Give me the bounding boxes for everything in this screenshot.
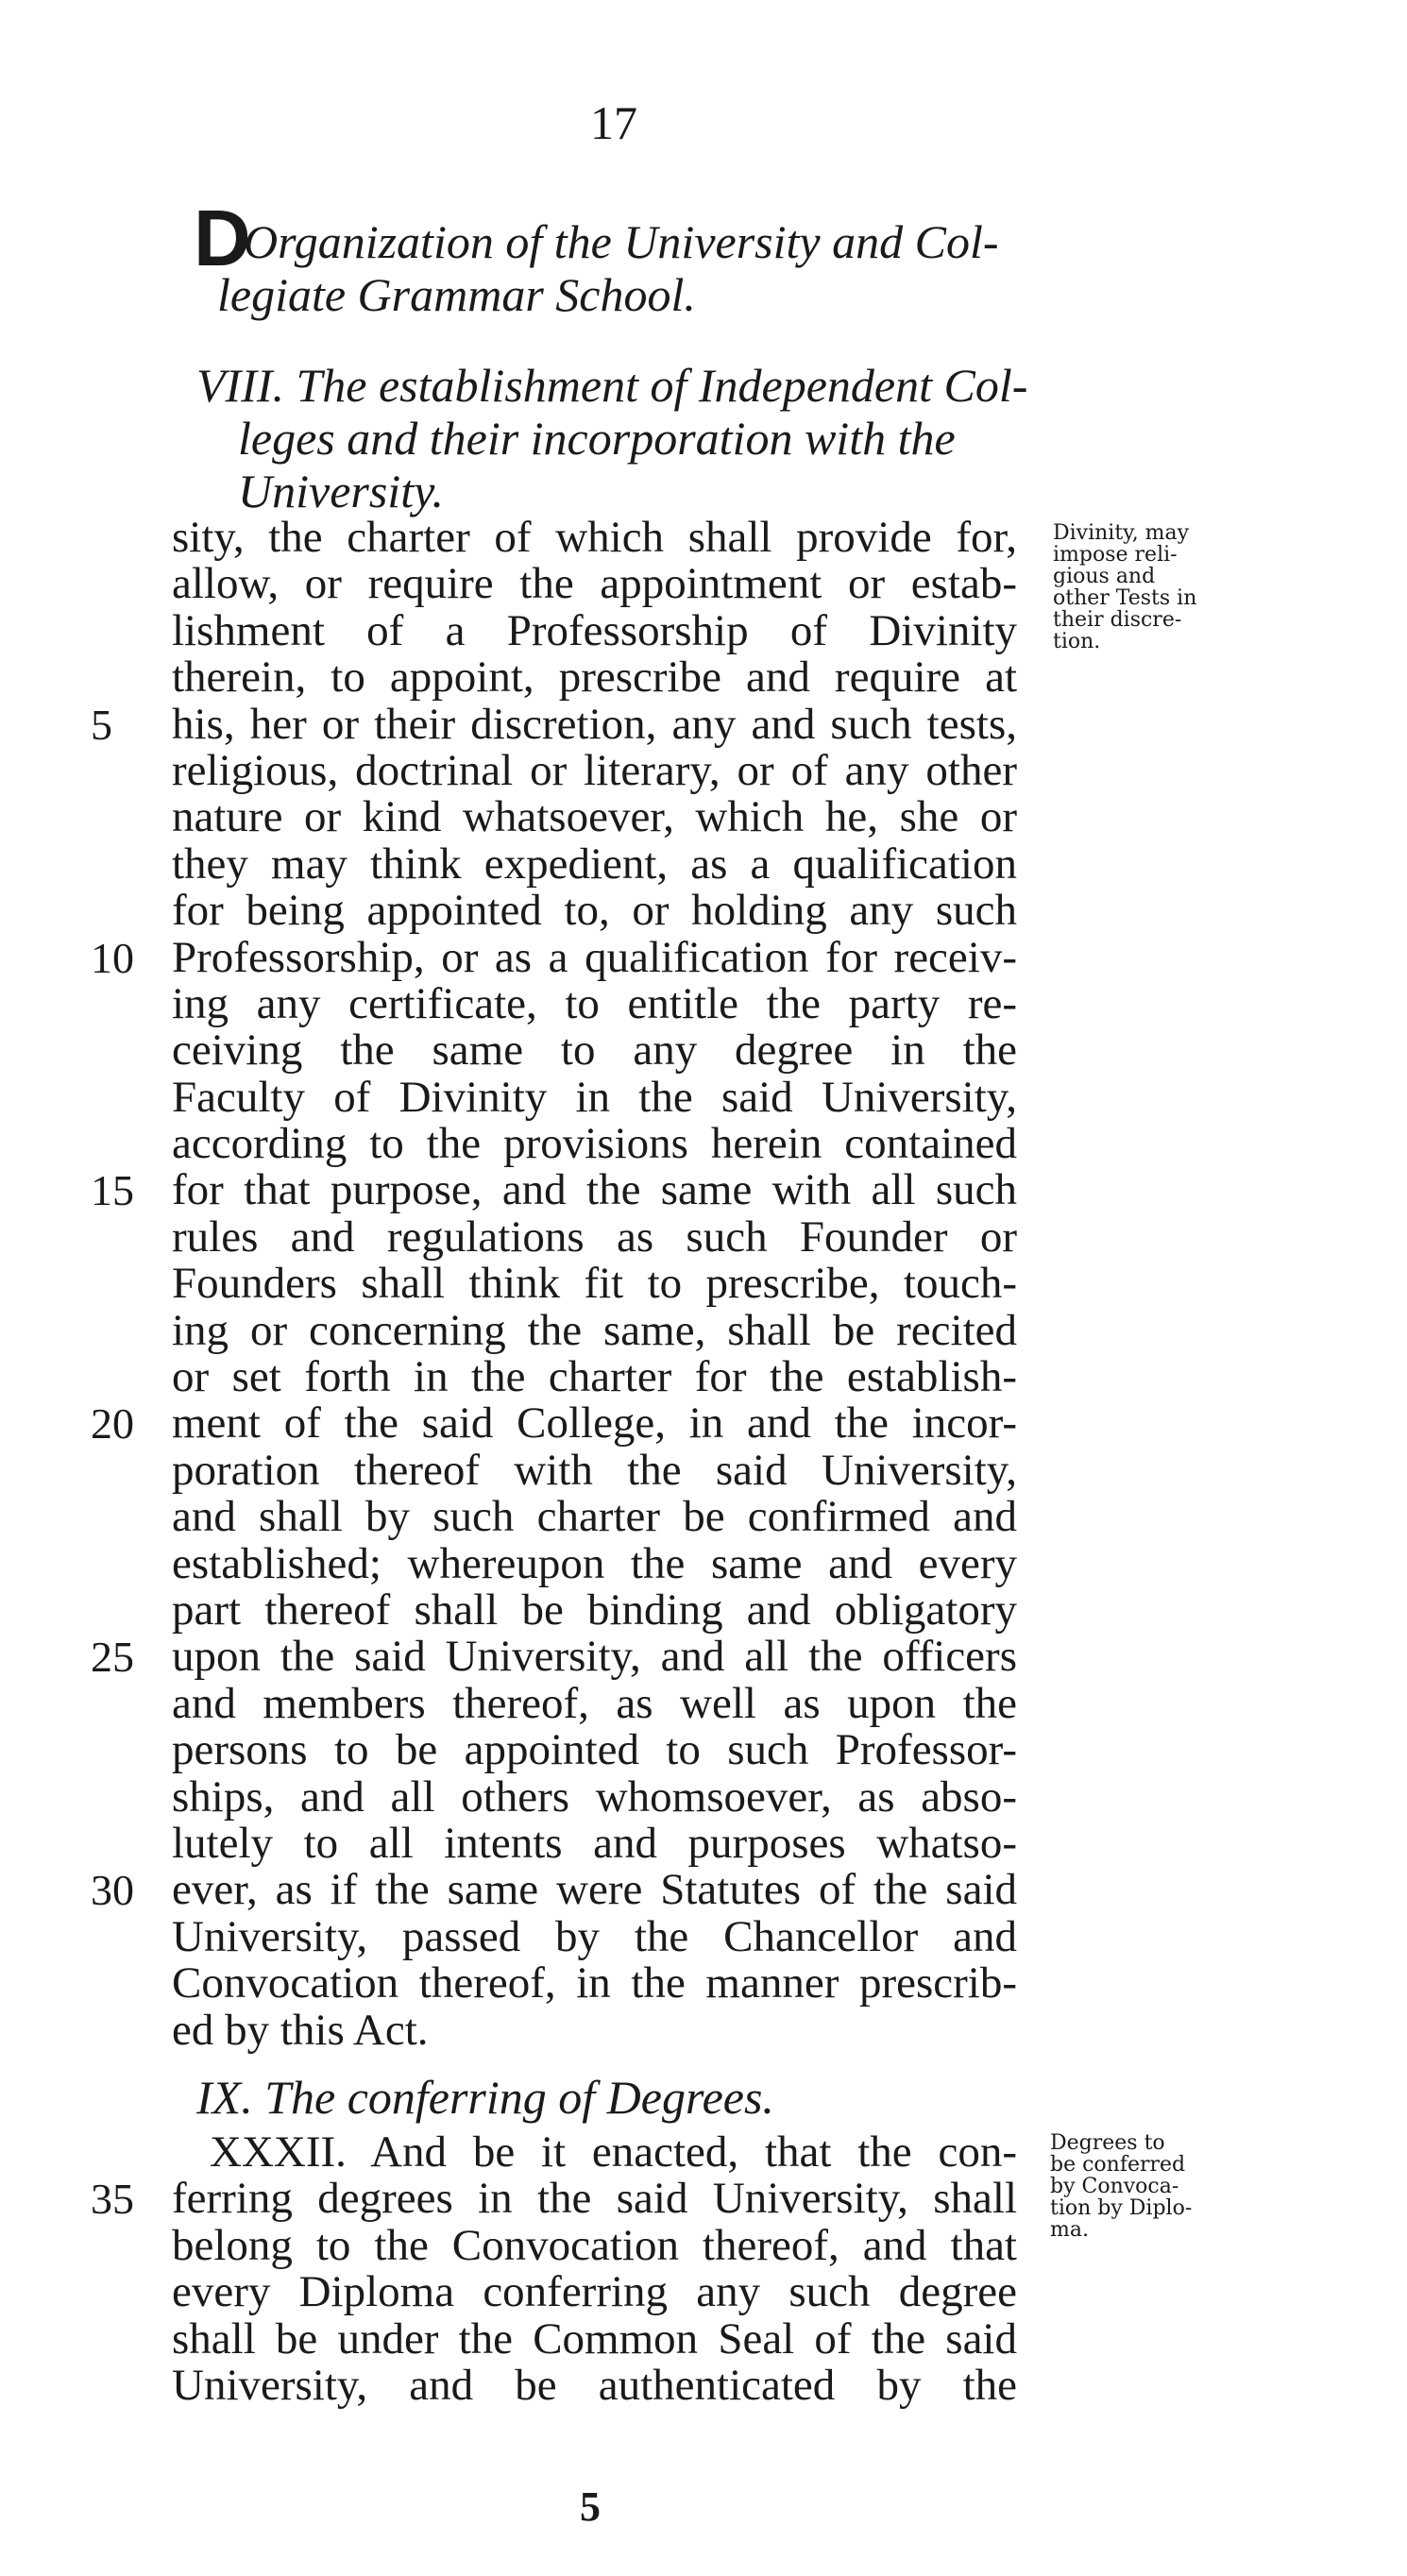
text-line bbox=[172, 888, 1017, 934]
signature-mark: 5 bbox=[580, 2483, 601, 2530]
text-line bbox=[172, 1494, 1017, 1540]
margin-note-line: gious and bbox=[1053, 565, 1156, 588]
margin-note-line: ma. bbox=[1050, 2218, 1089, 2242]
margin-note-line: by Convoca- bbox=[1050, 2175, 1179, 2198]
line-text: upon the said University, and all the officers bbox=[172, 1632, 1017, 1682]
line-text: ever, as if the same were Statutes of the said bbox=[172, 1865, 1017, 1915]
text-line bbox=[91, 2174, 1017, 2224]
text-line bbox=[91, 932, 1017, 982]
line-text: shall be under the Common Seal of the said bbox=[172, 2313, 1017, 2364]
line-text: therein, to appoint, prescribe and require at bbox=[172, 652, 1017, 703]
line-text: every Diploma conferring any such degree bbox=[172, 2267, 1017, 2317]
line-number: 10 bbox=[91, 933, 134, 982]
text-line bbox=[172, 2220, 1017, 2270]
text-line bbox=[172, 561, 1017, 607]
line-text: and shall by such charter be confirmed and bbox=[172, 1492, 1017, 1542]
line-text: ed by this Act. bbox=[172, 2005, 429, 2055]
text-line bbox=[172, 978, 1017, 1028]
line-text: poration thereof with the said University, bbox=[172, 1445, 1017, 1495]
line-text: for being appointed to, or holding any such bbox=[172, 886, 1017, 936]
line-text: ceiving the same to any degree in the bbox=[172, 1025, 1017, 1076]
line-text: his, her or their discretion, any and such tests, bbox=[172, 699, 1017, 749]
line-text: they may think expedient, as a qualification bbox=[172, 839, 1017, 889]
text-line bbox=[172, 1538, 1017, 1588]
text-line bbox=[172, 1678, 1017, 1728]
page-number: 17 bbox=[590, 96, 637, 149]
margin-note-divinity bbox=[1053, 522, 1196, 652]
line-number: 25 bbox=[91, 1633, 134, 1682]
text-line bbox=[172, 1771, 1017, 1822]
line-text: religious, doctrinal or literary, or of any other bbox=[172, 745, 1017, 795]
line-number: 15 bbox=[91, 1166, 134, 1215]
text-line bbox=[172, 1027, 1017, 1074]
text-line bbox=[91, 1398, 1017, 1449]
text-line bbox=[172, 1911, 1017, 1961]
text-line bbox=[172, 841, 1017, 888]
text-line bbox=[172, 1587, 1017, 1634]
heading-line: leges and their incorporation with the bbox=[238, 412, 956, 465]
line-text: for that purpose, and the same with all such bbox=[172, 1165, 1017, 1215]
text-line bbox=[172, 1261, 1017, 1307]
text-line bbox=[172, 2360, 1017, 2410]
line-text: ment of the said College, in and the incor- bbox=[172, 1398, 1017, 1449]
heading-line: Organization of the University and Col- bbox=[244, 215, 999, 268]
text-line bbox=[91, 1165, 1017, 1215]
text-line bbox=[172, 2129, 1017, 2176]
text-line bbox=[172, 1960, 1017, 2007]
heading-line: legiate Grammar School. bbox=[217, 268, 696, 321]
margin-note-line: be conferred bbox=[1050, 2153, 1186, 2177]
margin-note-line: impose reli- bbox=[1053, 543, 1178, 567]
text-line bbox=[91, 1632, 1017, 1682]
text-line bbox=[91, 1865, 1017, 1915]
text-line bbox=[172, 2269, 1017, 2315]
line-text: ferring degrees in the said University, shall bbox=[172, 2174, 1017, 2224]
text-line bbox=[172, 1727, 1017, 1773]
body-text-block bbox=[91, 513, 1017, 2055]
line-text: allow, or require the appointment or estab- bbox=[172, 559, 1017, 609]
text-line bbox=[172, 605, 1017, 655]
line-text: Convocation thereof, in the manner prescrib- bbox=[172, 1958, 1017, 2008]
heading-independent-colleges bbox=[196, 359, 1027, 517]
body-text-block bbox=[91, 2127, 1017, 2410]
line-text: lishment of a Professorship of Divinity bbox=[172, 605, 1017, 655]
heading-organization bbox=[217, 215, 999, 321]
line-text: or set forth in the charter for the establish- bbox=[172, 1352, 1017, 1402]
line-text: ing or concerning the same, shall be recited bbox=[172, 1305, 1017, 1355]
line-number: 5 bbox=[91, 700, 112, 749]
line-text: ships, and all others whomsoever, as abso- bbox=[172, 1771, 1017, 1822]
text-line bbox=[172, 1305, 1017, 1355]
line-text: ing any certificate, to entitle the party re- bbox=[172, 978, 1017, 1028]
line-text: nature or kind whatsoever, which he, she or bbox=[172, 792, 1017, 842]
margin-note-degrees bbox=[1050, 2132, 1192, 2241]
line-number: 35 bbox=[91, 2175, 134, 2224]
line-text: part thereof shall be binding and obligatory bbox=[172, 1585, 1017, 1635]
heading-line: University. bbox=[238, 465, 445, 517]
margin-note-line: tion by Diplo- bbox=[1050, 2196, 1193, 2220]
text-line bbox=[172, 1072, 1017, 1122]
margin-note-line: their discre- bbox=[1053, 608, 1182, 632]
line-text: and members thereof, as well as upon the bbox=[172, 1678, 1017, 1728]
heading-conferring-degrees: IX. The conferring of Degrees. bbox=[196, 2071, 774, 2124]
line-text: persons to be appointed to such Professor- bbox=[172, 1725, 1017, 1775]
text-line bbox=[91, 699, 1017, 749]
line-text: according to the provisions herein contained bbox=[172, 1119, 1017, 1169]
line-text: rules and regulations as such Founder or bbox=[172, 1212, 1017, 1262]
line-text: sity, the charter of which shall provide for, bbox=[172, 513, 1017, 562]
text-line bbox=[172, 1445, 1017, 1495]
margin-note-line: Divinity, may bbox=[1053, 521, 1190, 545]
section-letter: D bbox=[194, 194, 251, 282]
line-text: University, and be authenticated by the bbox=[172, 2360, 1017, 2410]
text-line bbox=[172, 515, 1017, 561]
text-line bbox=[172, 2313, 1017, 2364]
line-text: Faculty of Divinity in the said University, bbox=[172, 1072, 1017, 1122]
line-text: belong to the Convocation thereof, and that bbox=[172, 2220, 1017, 2270]
heading-line: VIII. The establishment of Independent Col- bbox=[196, 359, 1028, 412]
line-number: 30 bbox=[91, 1866, 134, 1915]
text-line bbox=[172, 745, 1017, 795]
line-text: established; whereupon the same and every bbox=[172, 1538, 1017, 1588]
margin-note-line: Degrees to bbox=[1050, 2131, 1165, 2155]
line-text: Professorship, or as a qualification for receiv- bbox=[172, 932, 1017, 982]
text-line bbox=[172, 1818, 1017, 1868]
margin-note-line: tion. bbox=[1053, 630, 1101, 653]
line-text: XXXII. And be it enacted, that the con- bbox=[210, 2127, 1017, 2177]
text-line bbox=[172, 1214, 1017, 1261]
line-number: 20 bbox=[91, 1399, 134, 1449]
text-line bbox=[172, 794, 1017, 840]
text-line bbox=[172, 1121, 1017, 1167]
line-text: University, passed by the Chancellor and bbox=[172, 1911, 1017, 1961]
line-text: Founders shall think fit to prescribe, touch- bbox=[172, 1259, 1017, 1309]
line-text: lutely to all intents and purposes whatso- bbox=[172, 1818, 1017, 1868]
text-line bbox=[172, 654, 1017, 701]
text-line bbox=[172, 1354, 1017, 1400]
text-line bbox=[172, 2005, 1017, 2055]
margin-note-line: other Tests in bbox=[1053, 586, 1197, 610]
